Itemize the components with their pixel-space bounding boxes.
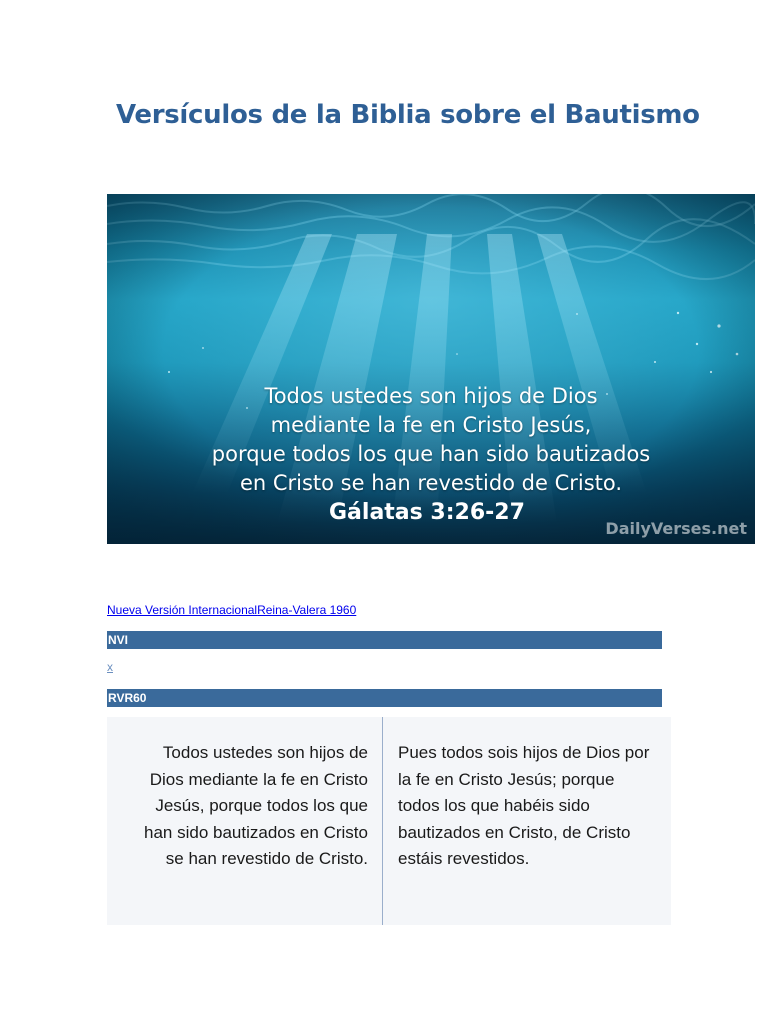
rvr-verse-line: bautizados en Cristo, de Cristo [398, 822, 631, 842]
rvr-verse-line: Pues todos sois hijos de Dios por [398, 743, 650, 762]
close-link[interactable]: x [107, 660, 113, 674]
rvr-verse-line: la fe en Cristo Jesús; porque [398, 769, 615, 789]
verse-line: mediante la fe en Cristo Jesús, [270, 413, 592, 437]
rvr-version-link[interactable]: Reina-Valera 1960 [257, 603, 357, 617]
rvr-verse-cell [398, 740, 663, 873]
rvr-verse-line: estáis revestidos. [398, 849, 530, 868]
verse-line: en Cristo se han revestido de Cristo. [239, 471, 623, 495]
verse-line: Todos ustedes son hijos de Dios [264, 384, 598, 408]
nvi-verse-line: Todos ustedes son hijos de [162, 743, 368, 762]
version-links [107, 603, 356, 617]
nvi-verse-line: Dios mediante la fe en Cristo [149, 769, 368, 789]
nvi-verse-cell [127, 740, 368, 873]
nvi-verse-line: se han revestido de Cristo. [165, 849, 368, 868]
verse-reference: Gálatas 3:26-27 [329, 500, 525, 525]
rvr-header-bar: RVR60 [107, 689, 662, 707]
verse-image [107, 194, 755, 544]
page-title: Versículos de la Biblia sobre el Bautismo [116, 100, 700, 130]
nvi-verse-line: Jesús, porque todos los que [155, 796, 368, 815]
verse-comparison-table [107, 717, 671, 925]
nvi-verse-line: han sido bautizados en Cristo [144, 822, 368, 842]
verse-text [107, 382, 755, 498]
verse-line: porque todos los que han sido bautizados [211, 442, 651, 466]
column-divider [382, 717, 383, 925]
nvi-version-link[interactable]: Nueva Versión Internacional [107, 603, 258, 617]
rvr-verse-line: todos los que habéis sido [398, 796, 590, 815]
nvi-header-bar: NVI [107, 631, 662, 649]
watermark: DailyVerses.net [605, 519, 747, 538]
